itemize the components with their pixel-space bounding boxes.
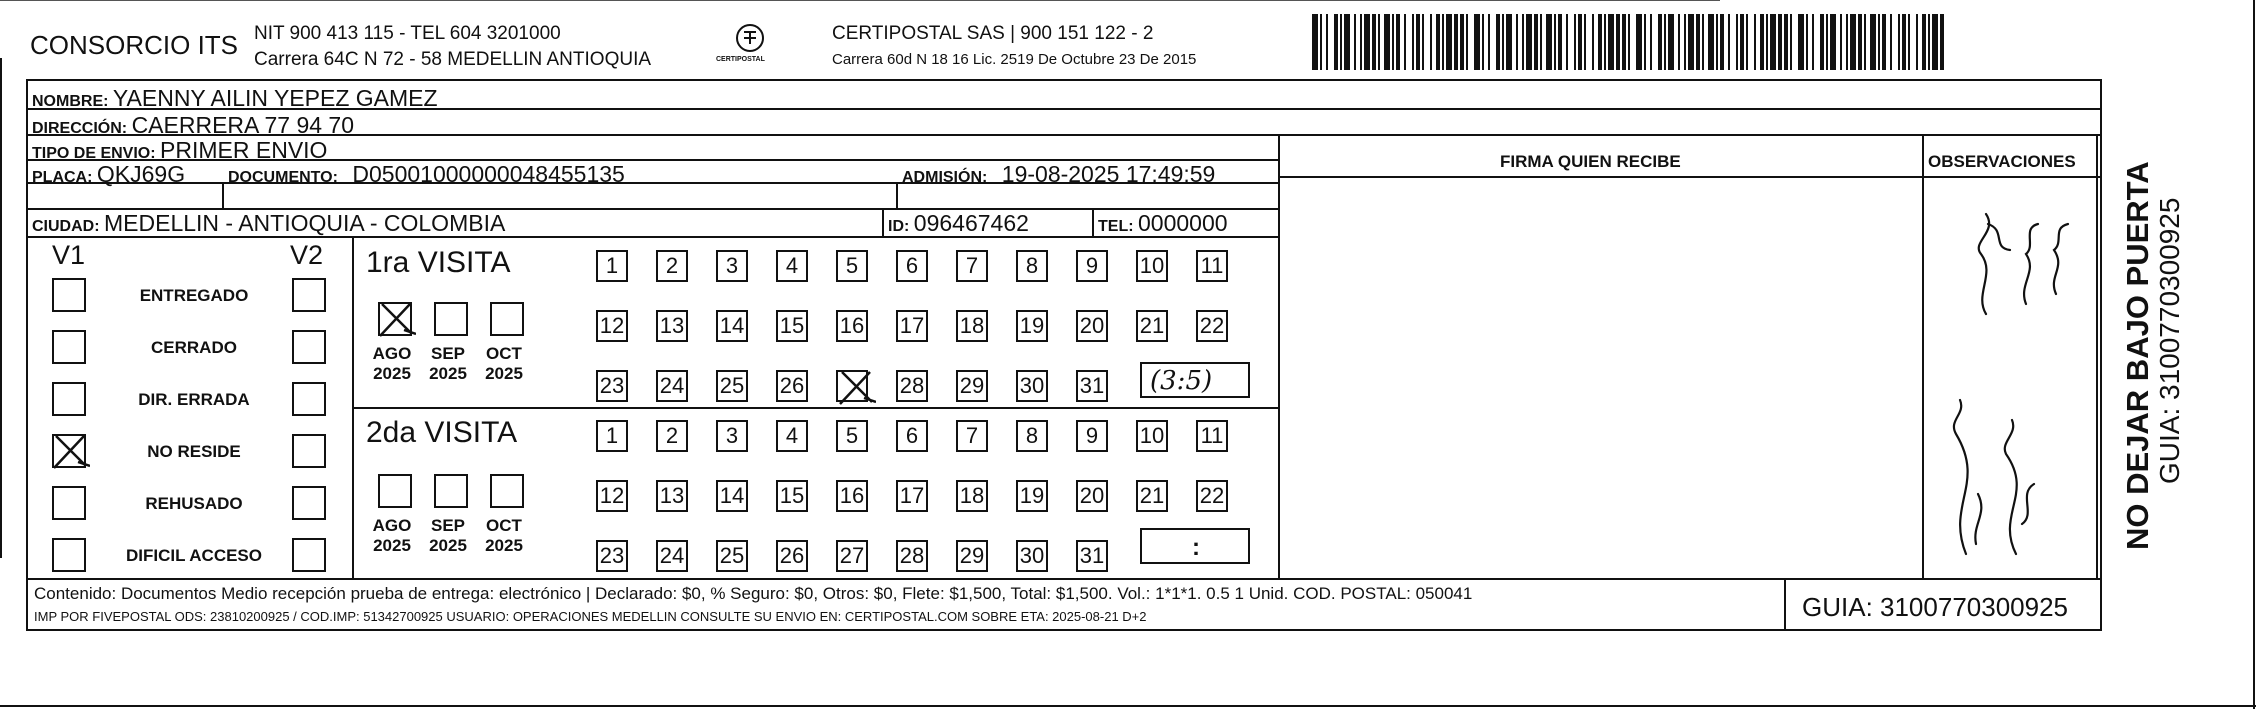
day-cell[interactable]: 3 [716, 420, 748, 452]
v2-checkbox[interactable] [292, 434, 326, 468]
day-cell[interactable]: 3 [716, 250, 748, 282]
v2-label: V2 [290, 240, 324, 270]
month-checkbox[interactable] [378, 474, 412, 508]
day-cell[interactable]: 14 [716, 480, 748, 512]
certipostal-logo [710, 22, 790, 70]
visit-divider [352, 407, 1278, 409]
col-obs-right [2096, 134, 2098, 580]
day-cell[interactable]: 6 [896, 250, 928, 282]
day-cell[interactable]: 24 [656, 370, 688, 402]
status-label: ENTREGADO [139, 286, 249, 305]
day-cell[interactable]: 13 [656, 310, 688, 342]
v2-checkbox[interactable] [292, 330, 326, 364]
day-cell[interactable]: 9 [1076, 250, 1108, 282]
placa-value: QKJ69G [96, 161, 186, 187]
day-cell[interactable]: 29 [956, 370, 988, 402]
col-obs-left [1922, 134, 1924, 580]
day-cell[interactable]: 1 [596, 250, 628, 282]
v1-checkbox[interactable] [52, 486, 86, 520]
day-cell[interactable]: 24 [656, 540, 688, 572]
footer-imp: IMP POR FIVEPOSTAL ODS: 23810200925 / COD.IMP: 51342700925 USUARIO: OPERACIONES MEDELLIN CONSULTE SU ENVIO EN: CERTIPOSTAL.COM SOBRE ETA: 2025-08-21 D+2 [34, 609, 1147, 624]
check-x-icon [50, 432, 90, 472]
carrier-line2: Carrera 60d N 18 16 Lic. 2519 De Octubre 23 De 2015 [832, 51, 1197, 68]
day-cell[interactable]: 12 [596, 310, 628, 342]
day-cell[interactable]: 31 [1076, 540, 1108, 572]
visit1-time-box[interactable] [1140, 362, 1250, 398]
footer-guia: GUIA: 3100770300925 [1802, 592, 2068, 622]
visit1-title: 1ra VISITA [366, 246, 511, 279]
carrier-line1: CERTIPOSTAL SAS | 900 151 122 - 2 [832, 23, 1154, 44]
day-cell[interactable]: 20 [1076, 480, 1108, 512]
v1-checkbox[interactable] [52, 382, 86, 416]
nombre-value: YAENNY AILIN YEPEZ GAMEZ [112, 85, 438, 111]
day-cell[interactable]: 25 [716, 540, 748, 572]
day-cell[interactable]: 1 [596, 420, 628, 452]
day-cell[interactable]: 5 [836, 420, 868, 452]
day-cell[interactable]: 8 [1016, 250, 1048, 282]
month-label: OCT 2025 [485, 516, 523, 555]
day-cell[interactable]: 18 [956, 310, 988, 342]
observaciones-label: OBSERVACIONES [1928, 152, 2076, 171]
sender-name: CONSORCIO ITS [30, 30, 239, 60]
visit1-time: (3:5) [1150, 366, 1213, 396]
direccion-value: CAERRERA 77 94 70 [131, 112, 355, 138]
tipo-envio-value: PRIMER ENVIO [160, 137, 328, 163]
col-admision [896, 182, 898, 208]
day-cell[interactable]: 26 [776, 370, 808, 402]
day-cell[interactable]: 8 [1016, 420, 1048, 452]
ciudad-value: MEDELLIN - ANTIOQUIA - COLOMBIA [104, 210, 506, 236]
day-cell[interactable]: 10 [1136, 250, 1168, 282]
month-checkbox[interactable] [378, 302, 412, 336]
row-line-6 [26, 236, 1278, 238]
v1-checkbox[interactable] [52, 434, 86, 468]
month-label: OCT 2025 [485, 344, 523, 383]
documento-label: DOCUMENTO: [228, 169, 338, 186]
month-label: AGO 2025 [372, 344, 412, 383]
form-left [26, 79, 28, 631]
day-cell[interactable]: 15 [776, 480, 808, 512]
day-cell[interactable]: 31 [1076, 370, 1108, 402]
day-cell[interactable]: 17 [896, 480, 928, 512]
v2-checkbox[interactable] [292, 278, 326, 312]
form-top [26, 79, 2102, 81]
status-label: DIR. ERRADA [138, 390, 250, 409]
day-cell[interactable]: 30 [1016, 370, 1048, 402]
month-label: SEP 2025 [429, 516, 467, 555]
day-cell[interactable]: 28 [896, 540, 928, 572]
day-cell[interactable]: 22 [1196, 480, 1228, 512]
direccion-label: DIRECCIÓN: [32, 120, 128, 137]
form-right [2100, 79, 2102, 631]
day-cell[interactable]: 21 [1136, 480, 1168, 512]
col-documento [222, 182, 224, 208]
visit2-time: : [1192, 534, 1200, 561]
day-cell[interactable]: 27 [836, 540, 868, 572]
month-checkbox[interactable] [490, 474, 524, 508]
check-x-icon [376, 300, 416, 340]
logo-caption: CERTIPOSTAL [716, 56, 765, 63]
v2-checkbox[interactable] [292, 382, 326, 416]
admision-value: 19-08-2025 17:49:59 [1001, 161, 1216, 187]
id-value: 096467462 [913, 210, 1029, 236]
visit2-time-box[interactable] [1140, 528, 1250, 564]
col-tel [1092, 208, 1094, 236]
status-label: CERRADO [151, 338, 237, 357]
col-visits [352, 236, 354, 580]
day-cell[interactable]: 12 [596, 480, 628, 512]
day-cell[interactable]: 16 [836, 480, 868, 512]
status-label: DIFICIL ACCESO [125, 546, 262, 565]
nombre-label: NOMBRE: [32, 93, 109, 110]
placa-label: PLACA: [32, 169, 93, 186]
day-cell[interactable]: 4 [776, 250, 808, 282]
col-guia [1784, 578, 1786, 631]
month-label: SEP 2025 [429, 344, 467, 383]
firma-label: FIRMA QUIEN RECIBE [1500, 152, 1681, 171]
month-checkbox[interactable] [434, 474, 468, 508]
sender-address: Carrera 64C N 72 - 58 MEDELLIN ANTIOQUIA [254, 49, 652, 70]
day-cell[interactable]: 25 [716, 370, 748, 402]
sender-nit: NIT 900 413 115 - TEL 604 3201000 [254, 23, 561, 44]
firma-header-line [1278, 176, 2102, 178]
day-cell[interactable]: 23 [596, 540, 628, 572]
v2-checkbox[interactable] [292, 538, 326, 572]
day-cell[interactable] [836, 370, 868, 402]
form-bottom [26, 629, 2102, 631]
observaciones-handwriting [1926, 184, 2094, 576]
day-cell[interactable]: 22 [1196, 310, 1228, 342]
day-cell[interactable]: 13 [656, 480, 688, 512]
day-cell[interactable]: 26 [776, 540, 808, 572]
day-cell[interactable]: 29 [956, 540, 988, 572]
day-cell[interactable]: 18 [956, 480, 988, 512]
day-cell[interactable]: 20 [1076, 310, 1108, 342]
day-cell[interactable]: 5 [836, 250, 868, 282]
ciudad-label: CIUDAD: [32, 218, 100, 235]
v1-checkbox[interactable] [52, 278, 86, 312]
day-cell[interactable]: 7 [956, 250, 988, 282]
day-cell[interactable]: 14 [716, 310, 748, 342]
day-cell[interactable]: 7 [956, 420, 988, 452]
day-cell[interactable]: 17 [896, 310, 928, 342]
right-border [2253, 0, 2255, 709]
day-cell[interactable]: 6 [896, 420, 928, 452]
day-cell[interactable]: 9 [1076, 420, 1108, 452]
day-cell[interactable]: 19 [1016, 480, 1048, 512]
month-checkbox[interactable] [434, 302, 468, 336]
day-cell[interactable]: 15 [776, 310, 808, 342]
day-cell[interactable]: 11 [1196, 250, 1228, 282]
day-cell[interactable]: 10 [1136, 420, 1168, 452]
v1-checkbox[interactable] [52, 330, 86, 364]
v1-label: V1 [52, 240, 86, 270]
status-label: REHUSADO [145, 494, 243, 513]
visit2-title: 2da VISITA [366, 416, 518, 449]
day-cell[interactable]: 16 [836, 310, 868, 342]
status-label: NO RESIDE [147, 442, 241, 461]
barcode [1312, 14, 1952, 70]
tel-value: 0000000 [1138, 210, 1228, 236]
top-border [0, 0, 1720, 1]
tel-label: TEL: [1098, 218, 1134, 235]
check-x-icon [836, 368, 876, 408]
month-checkbox[interactable] [490, 302, 524, 336]
day-cell[interactable]: 28 [896, 370, 928, 402]
side-guia: GUIA: 3100770300925 [2154, 197, 2185, 484]
day-cell[interactable]: 19 [1016, 310, 1048, 342]
day-cell[interactable]: 23 [596, 370, 628, 402]
day-cell[interactable]: 11 [1196, 420, 1228, 452]
day-cell[interactable]: 2 [656, 420, 688, 452]
col-id [882, 208, 884, 236]
id-label: ID: [888, 218, 910, 235]
day-cell[interactable]: 4 [776, 420, 808, 452]
side-no-dejar: NO DEJAR BAJO PUERTA [2120, 161, 2155, 550]
day-cell[interactable]: 21 [1136, 310, 1168, 342]
v1-checkbox[interactable] [52, 538, 86, 572]
month-label: AGO 2025 [372, 516, 412, 555]
bottom-border [0, 705, 2256, 707]
col-firma-left [1278, 134, 1280, 580]
footer-contenido: Contenido: Documentos Medio recepción prueba de entrega: electrónico | Declarado: $0, % Seguro: $0, Otros: $0, Flete: $1,500, Total: $1,500. Vol.: 1*1*1. 0.5 1 Unid. COD. POSTAL: 050041 [34, 584, 1473, 603]
day-cell[interactable]: 2 [656, 250, 688, 282]
left-border [0, 58, 2, 558]
documento-value: D05001000000048455135 [352, 161, 625, 187]
day-cell[interactable]: 30 [1016, 540, 1048, 572]
admision-label: ADMISIÓN: [902, 169, 988, 186]
tipo-envio-label: TIPO DE ENVIO: [32, 145, 156, 162]
footer-top [26, 578, 2102, 580]
v2-checkbox[interactable] [292, 486, 326, 520]
